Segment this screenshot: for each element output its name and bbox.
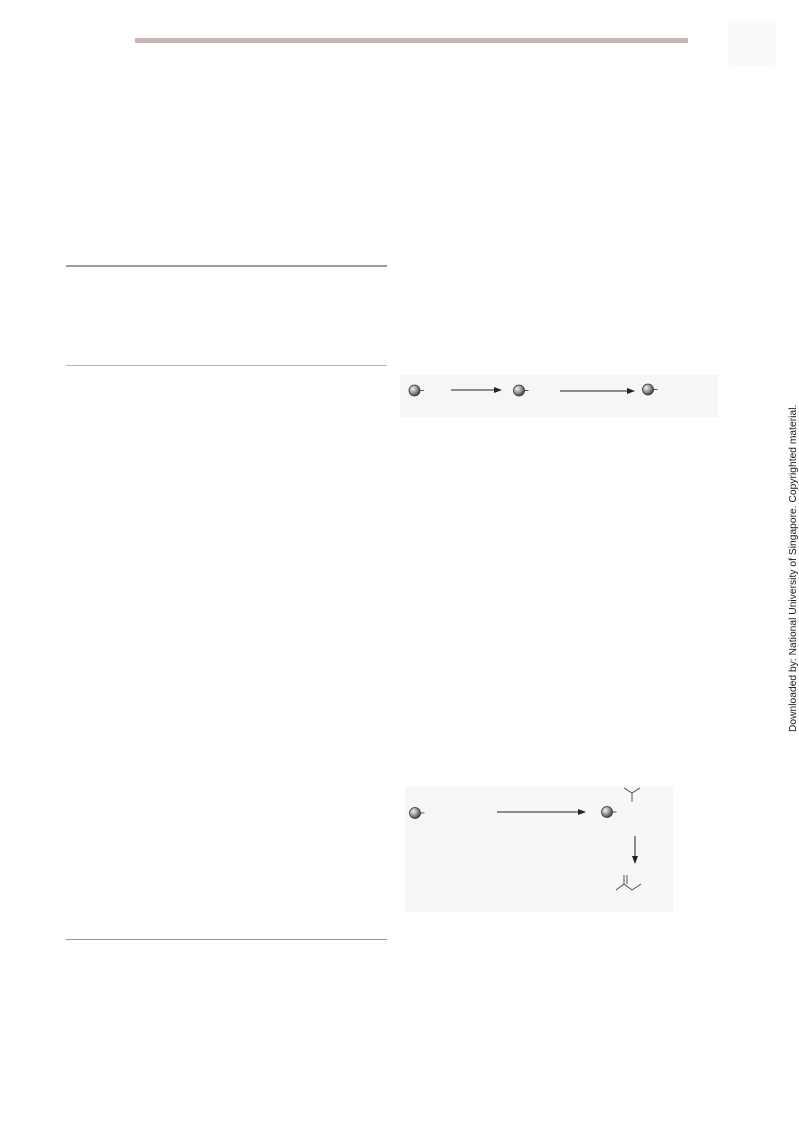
- reaction-scheme-top: [400, 375, 718, 417]
- table-bottom-rule: [66, 939, 387, 940]
- header-rule: [135, 38, 688, 43]
- page-corner-tab: [728, 20, 776, 66]
- table-mid-rule: [66, 365, 387, 366]
- resin-bead-icon: [602, 807, 617, 818]
- resin-bead-icon: [410, 808, 425, 819]
- reaction-scheme-bottom: [405, 786, 673, 912]
- reaction-scheme-bottom-drawing: [405, 786, 673, 912]
- reaction-scheme-top-drawing: [400, 375, 718, 417]
- resin-bead-icon: [409, 385, 424, 396]
- resin-bead-icon: [643, 384, 658, 395]
- isopropyl-fragment-icon: [624, 788, 640, 802]
- alkene-product-icon: [616, 875, 641, 890]
- resin-bead-icon: [514, 385, 529, 396]
- copyright-watermark: Downloaded by: National University of Singapore. Copyrighted material.: [788, 404, 799, 732]
- table-top-rule: [66, 265, 387, 267]
